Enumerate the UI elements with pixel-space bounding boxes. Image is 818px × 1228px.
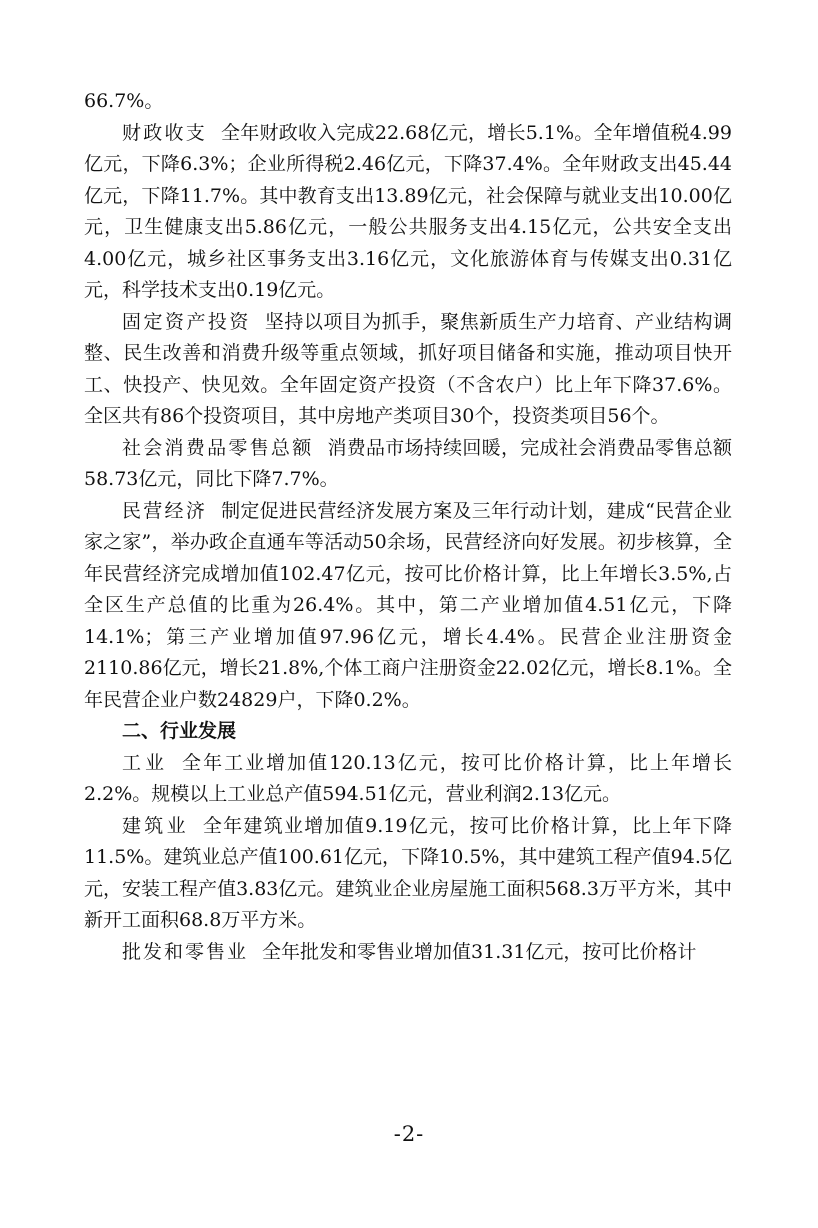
paragraph-fixed-asset-investment [84,307,732,433]
paragraph-text: 全年财政收入完成22.68亿元，增长5.1%。全年增值税4.99亿元，下降6.3%；企业所得税2.46亿元，下降37.4%。全年财政支出45.44亿元，下降11.7%。其中教育支出13.89亿元，社会保障与就业支出10.00亿元，卫生健康支出5.86亿元，一般公共服务支出4.15亿元，公共安全支出4.00亿元，城乡社区事务支出3.16亿元，文化旅游体育与传媒支出0.31亿元，科学技术支出0.19亿元。 [84,121,732,301]
paragraph-private-economy [84,496,732,717]
paragraph-wholesale-retail [84,937,732,969]
paragraph-industry [84,748,732,811]
section-heading: 二、行业发展 [122,720,237,742]
paragraph-text: 66.7%。 [84,90,164,112]
paragraph-text: 消费品市场持续回暖，完成社会消费品零售总额58.73亿元，同比下降7.7%。 [84,436,732,490]
paragraph-construction [84,811,732,937]
paragraph-text: 全年工业增加值120.13亿元，按可比价格计算，比上年增长2.2%。规模以上工业总产值594.51亿元，营业利润2.13亿元。 [84,751,732,805]
paragraph-continuation [84,86,732,118]
paragraph-retail-sales [84,433,732,496]
document-body [84,86,732,968]
paragraph-lead-title: 批发和零售业 [122,940,249,963]
paragraph-lead-title: 固定资产投资 [122,310,251,333]
paragraph-text: 全年建筑业增加值9.19亿元，按可比价格计算，比上年下降11.5%。建筑业总产值100.61亿元，下降10.5%，其中建筑工程产值94.5亿元，安装工程产值3.83亿元。建筑业企业房屋施工面积568.3万平方米，其中新开工面积68.8万平方米。 [84,814,732,931]
paragraph-text: 全年批发和零售业增加值31.31亿元，按可比价格计 [262,940,697,963]
page-number: -2- [393,1122,425,1146]
paragraph-lead-title: 工业 [122,751,169,774]
paragraph-text: 制定促进民营经济发展方案及三年行动计划，建成“民营企业家之家”，举办政企直通车等活动50余场，民营经济向好发展。初步核算，全年民营经济完成增加值102.47亿元，按可比价格计算，比上年增长3.5%,占全区生产总值的比重为26.4%。其中，第二产业增加值4.51亿元，下降14.1%；第三产业增加值97.96亿元，增长4.4%。民营企业注册资金2110.86亿元，增长21.8%,个体工商户注册资金22.02亿元，增长8.1%。全年民营企业户数24829户，下降0.2%。 [84,499,732,711]
paragraph-text: 坚持以项目为抓手，聚焦新质生产力培育、产业结构调整、民生改善和消费升级等重点领域，抓好项目储备和实施，推动项目快开工、快投产、快见效。全年固定资产投资（不含农户）比上年下降37.6%。全区共有86个投资项目，其中房地产类项目30个，投资类项目56个。 [84,310,732,427]
paragraph-lead-title: 财政收支 [122,121,207,144]
paragraph-lead-title: 建筑业 [122,814,189,837]
paragraph-lead-title: 社会消费品零售总额 [122,436,314,459]
paragraph-fiscal [84,118,732,307]
paragraph-lead-title: 民营经济 [122,499,208,522]
